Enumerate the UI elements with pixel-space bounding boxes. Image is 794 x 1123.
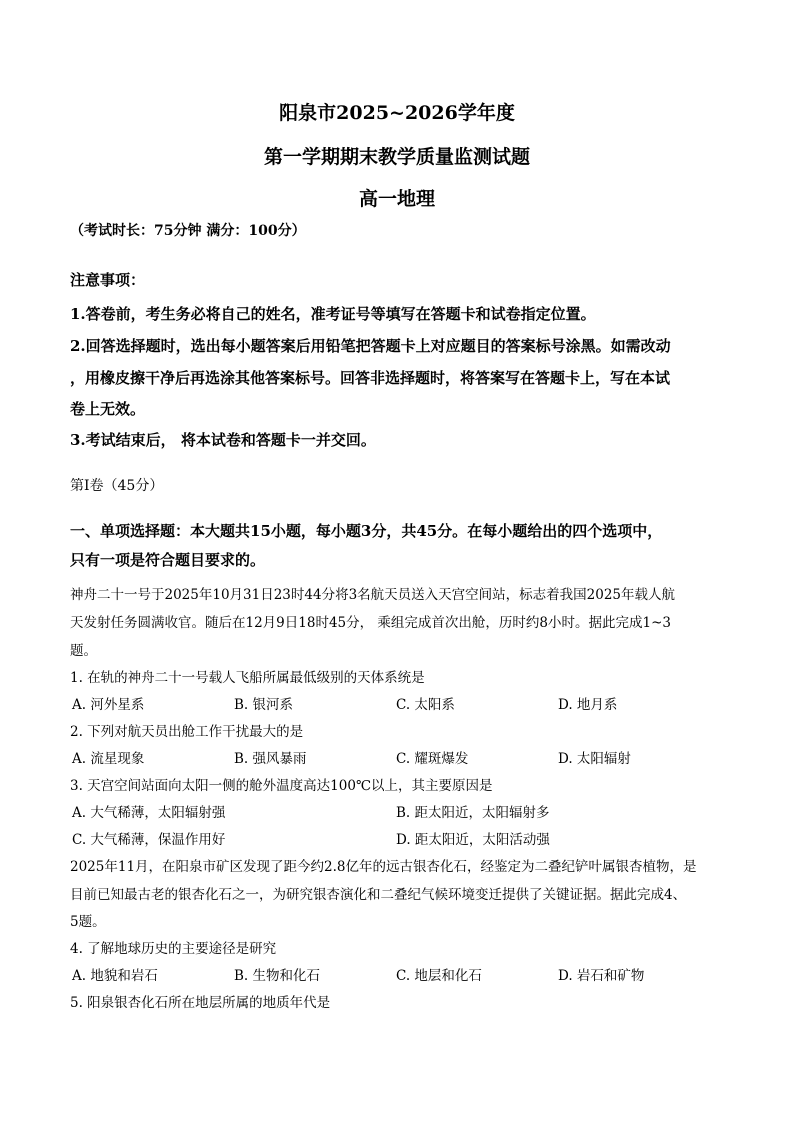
question-2-option-b: B. 强风暴雨 [234,751,307,767]
question-2-option-d: D. 太阳辐射 [558,751,631,767]
question-2-option-a: A. 流星现象 [72,751,145,767]
question-1-option-b: B. 银河系 [234,697,294,713]
notice-item-2-line-1: 2.回答选择题时，选出每小题答案后用铅笔把答题卡上对应题目的答案标号涂黑。如需改动 [70,337,671,355]
question-4-option-a: A. 地貌和岩石 [72,968,158,984]
question-3-option-a: A. 大气稀薄，太阳辐射强 [72,805,226,821]
part1-heading-line-2: 只有一项是符合题目要求的。 [70,551,266,569]
passage1-line-3: 题。 [70,643,97,659]
title-line-2: 第一学期期末教学质量监测试题 [263,146,530,168]
passage1-line-1: 神舟二十一号于2025年10月31日23时44分将3名航天员送入天宫空间站，标志着我国2025年载人航 [70,587,676,603]
notice-item-2-line-3: 卷上无效。 [70,400,146,418]
title-line-1: 阳泉市2025~2026学年度 [279,102,515,124]
question-4-option-c: C. 地层和化石 [396,968,482,984]
notice-item-2-line-2: ，用橡皮擦干净后再选涂其他答案标号。回答非选择题时，将答案写在答题卡上，写在本试 [70,369,671,387]
question-1-option-a: A. 河外星系 [72,697,145,713]
part1-heading-line-1: 一、单项选择题：本大题共15小题，每小题3分，共45分。在每小题给出的四个选项中， [70,522,663,540]
question-3-stem: 3. 天宫空间站面向太阳一侧的舱外温度高达100℃以上，其主要原因是 [70,778,493,794]
notice-item-3: 3.考试结束后， 将本试卷和答题卡一并交回。 [70,431,376,449]
title-line-3: 高一地理 [358,188,435,210]
question-4-option-b: B. 生物和化石 [234,968,321,984]
question-3-option-c: C. 大气稀薄，保温作用好 [72,832,226,848]
question-3-option-b: B. 距太阳近，太阳辐射多 [396,805,550,821]
question-2-stem: 2. 下列对航天员出舱工作干扰最大的是 [70,724,304,740]
question-1-option-c: C. 太阳系 [396,697,455,713]
question-3-option-d: D. 距太阳近，太阳活动强 [396,832,550,848]
passage2-line-1: 2025年11月，在阳泉市矿区发现了距今约2.8亿年的远古银杏化石，经鉴定为二叠纪铲叶属银杏植物，是 [70,859,697,875]
question-4-stem: 4. 了解地球历史的主要途径是研究 [70,941,277,957]
notice-heading: 注意事项： [70,271,146,289]
passage2-line-2: 目前已知最古老的银杏化石之一，为研究银杏演化和二叠纪气候环境变迁提供了关键证据。据此完成4、 [70,887,687,903]
passage2-line-3: 5题。 [70,914,106,930]
question-2-option-c: C. 耀斑爆发 [396,751,469,767]
question-1-option-d: D. 地月系 [558,697,618,713]
passage1-line-2: 天发射任务圆满收官。随后在12月9日18时45分， 乘组完成首次出舱，历时约8小时。据此完成1~3 [70,615,671,631]
volume-label: 第Ⅰ卷（45分） [70,478,164,494]
notice-item-1: 1.答卷前，考生务必将自己的姓名，准考证号等填写在答题卡和试卷指定位置。 [70,305,596,323]
question-5-stem: 5. 阳泉银杏化石所在地层所属的地质年代是 [70,995,331,1011]
question-4-option-d: D. 岩石和矿物 [558,968,645,984]
question-1-stem: 1. 在轨的神舟二十一号载人飞船所属最低级别的天体系统是 [70,670,425,686]
exam-info: （考试时长：75分钟 满分：100分） [70,223,306,239]
